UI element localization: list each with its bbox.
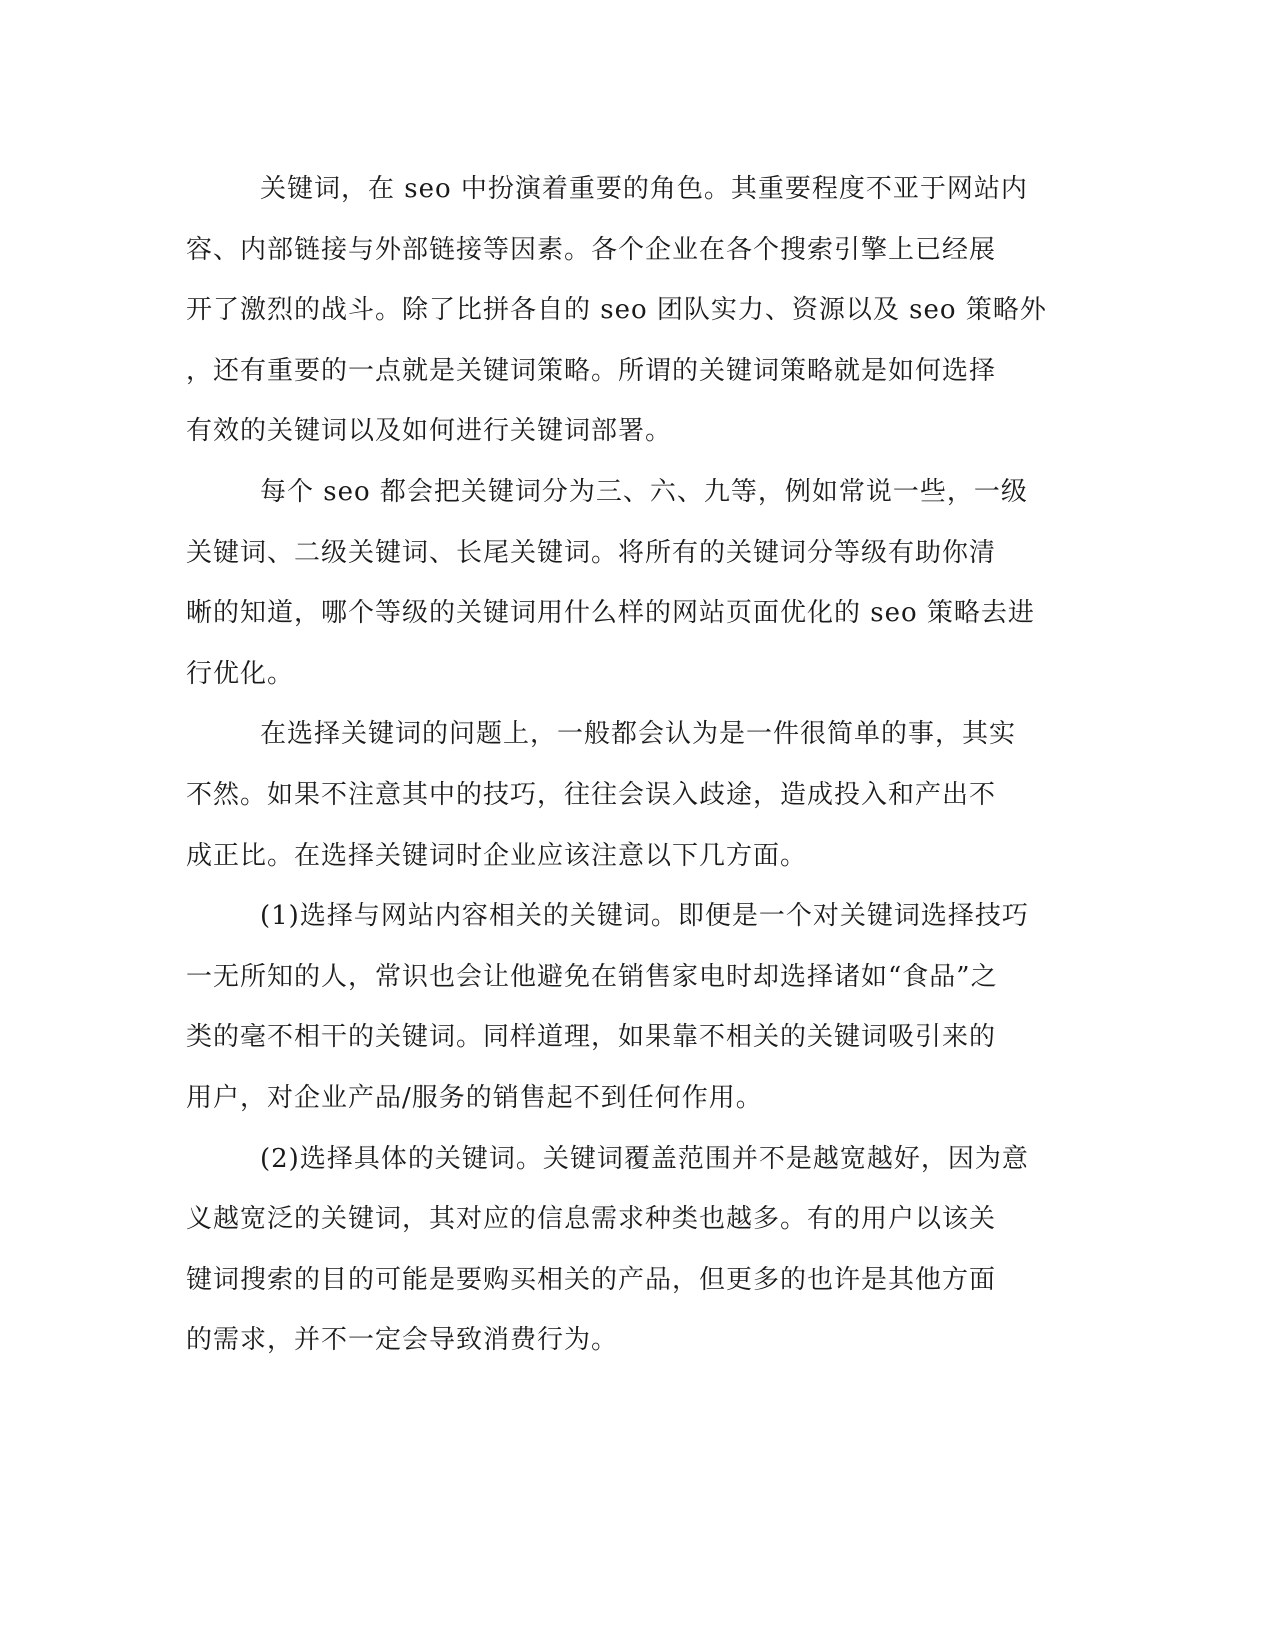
text-line: 在选择关键词的问题上，一般都会认为是一件很简单的事，其实: [260, 719, 1017, 750]
paragraph-1: [186, 159, 1071, 462]
text-line: 一无所知的人，常识也会让他避免在销售家电时却选择诸如“食品”之: [186, 961, 998, 992]
text-line: 成正比。在选择关键词时企业应该注意以下几方面。: [186, 840, 808, 871]
text-line: 不然。如果不注意其中的技巧，往往会误入歧途，造成投入和产出不: [186, 779, 997, 810]
text-line: 容、内部链接与外部链接等因素。各个企业在各个搜索引擎上已经展: [186, 234, 997, 265]
text-line: 关键词，在 seo 中扮演着重要的角色。其重要程度不亚于网站内: [260, 174, 1028, 204]
text-line: 有效的关键词以及如何进行关键词部署。: [186, 416, 673, 447]
text-line: 每个 seo 都会把关键词分为三、六、九等，例如常说一些，一级: [260, 476, 1028, 507]
paragraph-3: [186, 704, 1071, 886]
paragraph-4: [186, 886, 1071, 1128]
text-line: 开了激烈的战斗。除了比拼各自的 seo 团队实力、资源以及 seo 策略外: [186, 295, 1047, 326]
text-line: 用户，对企业产品/服务的销售起不到任何作用。: [186, 1082, 763, 1113]
text-line: 的需求，并不一定会导致消费行为。: [186, 1325, 619, 1356]
document-body: [186, 159, 1071, 1371]
text-line: 义越宽泛的关键词，其对应的信息需求种类也越多。有的用户以该关: [186, 1204, 997, 1235]
text-line: (2)选择具体的关键词。关键词覆盖范围并不是越宽越好，因为意: [260, 1143, 1029, 1174]
text-line: (1)选择与网站内容相关的关键词。即便是一个对关键词选择技巧: [260, 901, 1029, 932]
text-line: 行优化。: [186, 658, 295, 689]
text-line: ，还有重要的一点就是关键词策略。所谓的关键词策略就是如何选择: [186, 355, 997, 386]
text-line: 键词搜索的目的可能是要购买相关的产品，但更多的也许是其他方面: [186, 1264, 997, 1295]
paragraph-5: [186, 1129, 1071, 1371]
paragraph-2: [186, 462, 1071, 704]
text-line: 关键词、二级关键词、长尾关键词。将所有的关键词分等级有助你清: [186, 537, 997, 568]
text-line: 类的毫不相干的关键词。同样道理，如果靠不相关的关键词吸引来的: [186, 1022, 997, 1053]
text-line: 晰的知道，哪个等级的关键词用什么样的网站页面优化的 seo 策略去进: [186, 598, 1035, 629]
